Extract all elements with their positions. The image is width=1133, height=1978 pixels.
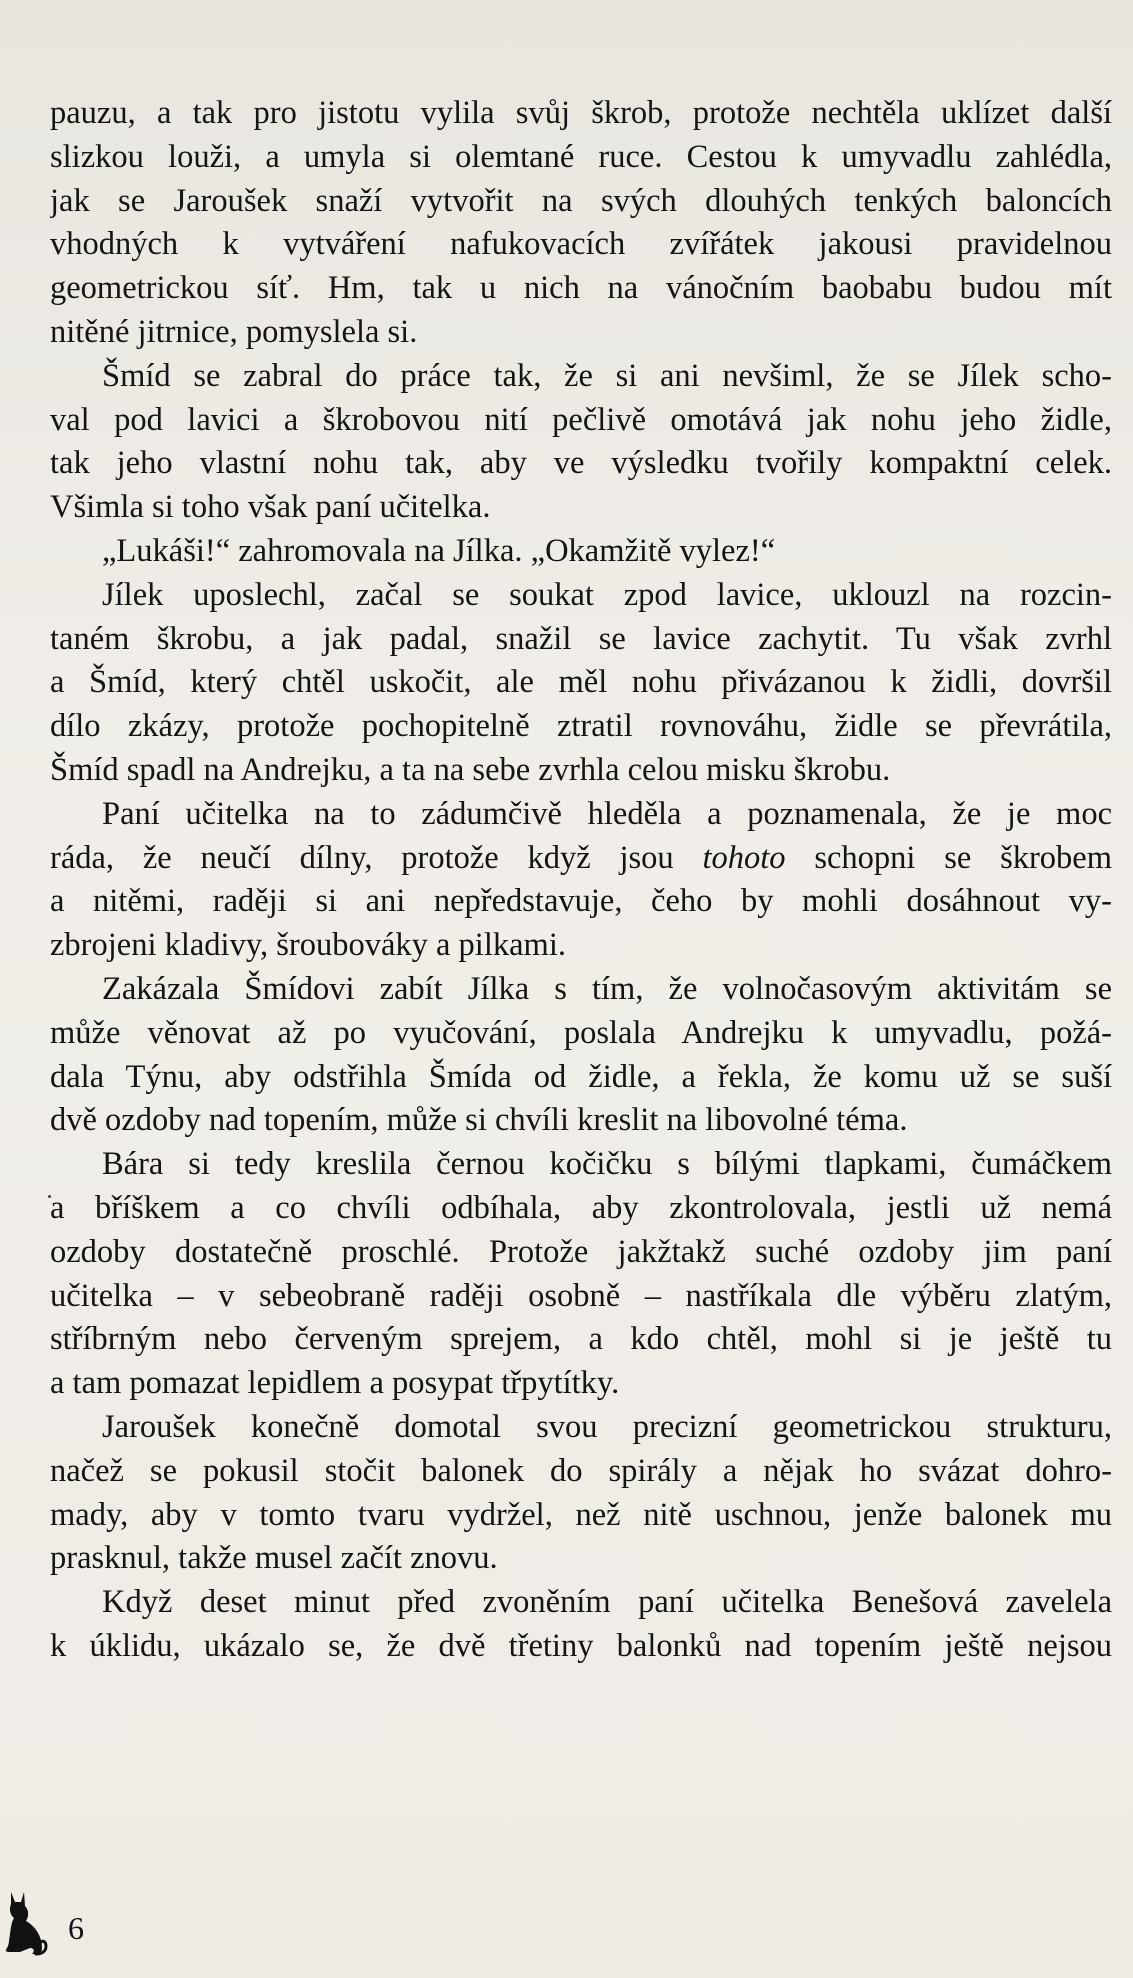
text-line: Jílek uposlechl, začal se soukat zpod lavice, uklouzl na rozcin- <box>102 576 1112 613</box>
page-number: 6 <box>68 1910 84 1946</box>
text-line: vhodných k vytváření nafukovacích zvířátek jakousi pravidelnou <box>50 226 1112 263</box>
text-line: slizkou louži, a umyla si olemtané ruce. Cestou k umyvadlu zahlédla, <box>50 138 1112 175</box>
text-line: Všimla si toho však paní učitelka. <box>50 489 491 526</box>
text-line: Šmíd spadl na Andrejku, a ta na sebe zvrhla celou misku škrobu. <box>50 751 891 788</box>
text-line: Paní učitelka na to zádumčivě hleděla a poznamenala, že je moc <box>102 795 1112 832</box>
text-segment: ráda, že neučí dílny, protože když jsou <box>50 839 674 876</box>
text-line: taném škrobu, a jak padal, snažil se lavice zachytit. Tu však zvrhl <box>50 620 1112 657</box>
text-line: a tam pomazat lepidlem a posypat třpytítky. <box>50 1365 620 1402</box>
text-line: dala Týnu, aby odstřihla Šmída od židle, a řekla, že komu už se suší <box>50 1058 1112 1095</box>
text-line: jak se Jaroušek snaží vytvořit na svých dlouhých tenkých baloncích <box>50 182 1112 219</box>
text-line: Když deset minut před zvoněním paní učitelka Benešová zavelela <box>102 1584 1112 1621</box>
text-line: prasknul, takže musel začít znovu. <box>50 1540 498 1577</box>
italic-word: tohoto <box>702 839 786 876</box>
text-line: zbrojeni kladivy, šroubováky a pilkami. <box>50 927 566 964</box>
text-line: nitěné jitrnice, pomyslela si. <box>50 313 418 350</box>
text-line-mixed <box>50 837 1112 881</box>
text-line: dvě ozdoby nad topením, může si chvíli kreslit na libovolné téma. <box>50 1102 908 1139</box>
text-line: val pod lavici a škrobovou nití pečlivě omotává jak nohu jeho židle, <box>50 401 1112 438</box>
text-line: dílo zkázy, protože pochopitelně ztratil rovnováhu, židle se převrátila, <box>50 708 1112 745</box>
text-line: může věnovat až po vyučování, poslala Andrejku k umyvadlu, požá- <box>50 1014 1112 1051</box>
text-line: „Lukáši!“ zahromovala na Jílka. „Okamžitě vylez!“ <box>102 532 776 569</box>
text-line: Bára si tedy kreslila černou kočičku s bílými tlapkami, čumáčkem <box>102 1146 1112 1183</box>
text-line: a Šmíd, který chtěl uskočit, ale měl nohu přivázanou k židli, dovršil <box>50 664 1112 701</box>
text-line: Jaroušek konečně domotal svou precizní geometrickou strukturu, <box>102 1408 1112 1445</box>
text-line: pauzu, a tak pro jistotu vylila svůj škrob, protože nechtěla uklízet další <box>50 95 1112 131</box>
cat-icon <box>2 1888 48 1958</box>
text-line: geometrickou síť. Hm, tak u nich na vánočním baobabu budou mít <box>50 270 1112 307</box>
text-segment: schopni se škrobem <box>785 839 1112 876</box>
text-line: učitelka – v sebeobraně raději osobně – nastříkala dle výběru zlatým, <box>50 1277 1112 1314</box>
text-line: Šmíd se zabral do práce tak, že si ani nevšiml, že se Jílek scho- <box>102 357 1112 394</box>
page-footer <box>0 1880 200 1960</box>
text-line: načež se pokusil stočit balonek do spirály a nějak ho svázat dohro- <box>50 1452 1112 1489</box>
text-line: k úklidu, ukázalo se, že dvě třetiny balonků nad topením ještě nejsou <box>50 1627 1112 1664</box>
text-line: Zakázala Šmídovi zabít Jílka s tím, že volnočasovým aktivitám se <box>102 970 1112 1007</box>
text-line: ozdoby dostatečně proschlé. Protože jakžtakž suché ozdoby jim paní <box>50 1233 1112 1270</box>
text-line: mady, aby v tomto tvaru vydržel, než nitě uschnou, jenže balonek mu <box>50 1496 1112 1533</box>
text-line: tak jeho vlastní nohu tak, aby ve výsledku tvořily kompaktní celek. <box>50 445 1112 482</box>
text-line: stříbrným nebo červeným sprejem, a kdo chtěl, mohl si je ještě tu <box>50 1321 1112 1358</box>
body-text <box>50 92 1112 1669</box>
text-line: a bříškem a co chvíli odbíhala, aby zkontrolovala, jestli už nemá <box>50 1189 1112 1226</box>
text-line: a nitěmi, raději si ani nepředstavuje, čeho by mohli dosáhnout vy- <box>50 883 1112 920</box>
